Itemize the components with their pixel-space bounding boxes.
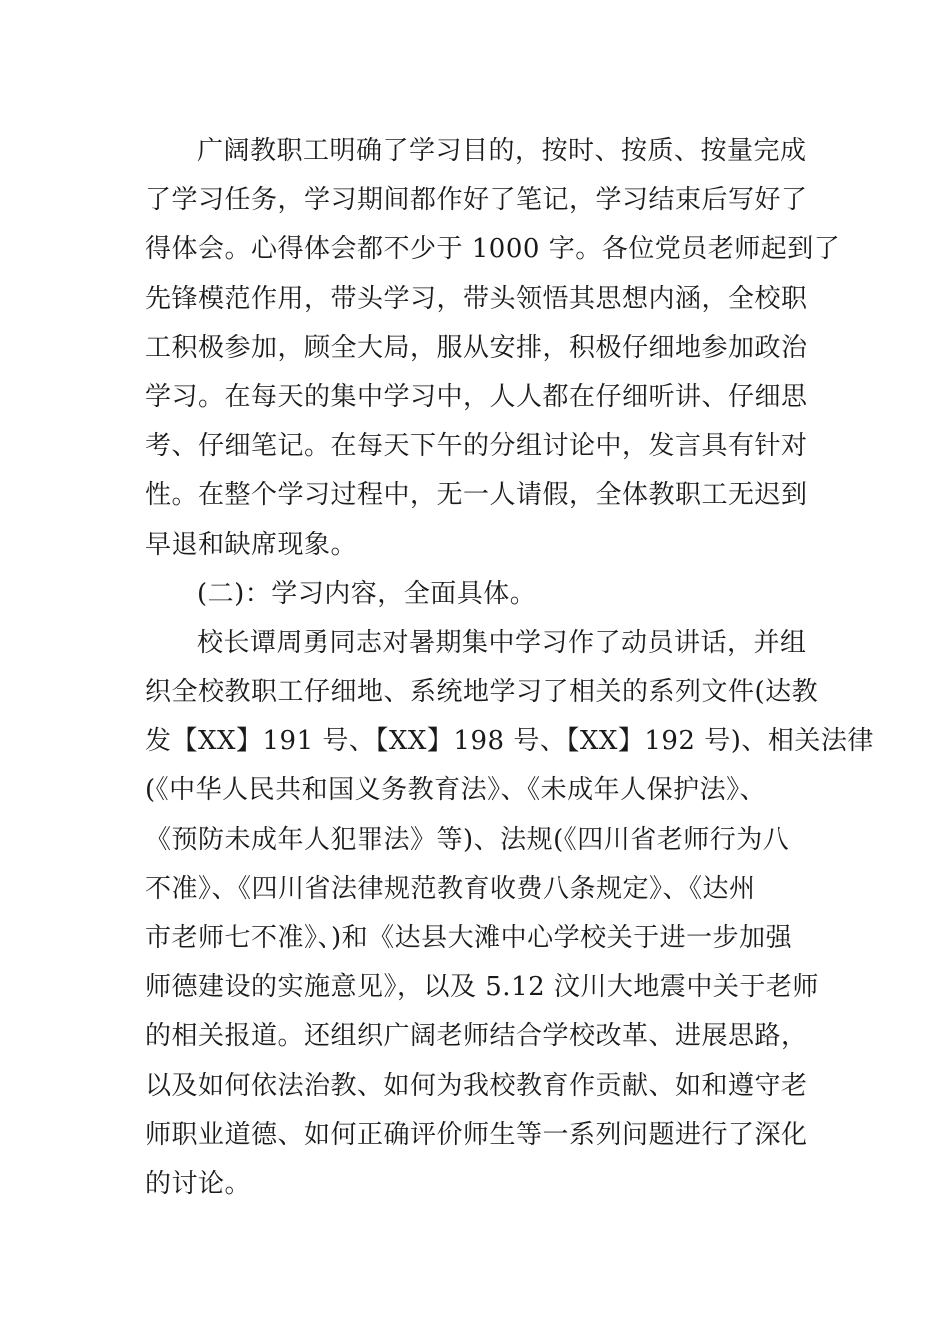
- text-line: 的讨论。: [145, 1168, 252, 1199]
- document-body: [145, 127, 874, 1209]
- text-line: 工积极参加，顾全大局，服从安排，积极仔细地参加政治: [145, 332, 808, 363]
- text-line: (《中华人民共和国义务教育法》、《未成年人保护法》、: [145, 775, 767, 806]
- text-line: 师职业道德、如何正确评价师生等一系列问题进行了深化: [145, 1119, 808, 1150]
- text-line: 性。在整个学习过程中，无一人请假，全体教职工无迟到: [145, 480, 808, 511]
- text-line: 的相关报道。还组织广阔老师结合学校改革、进展思路，: [145, 1021, 808, 1052]
- text-line: 了学习任务，学习期间都作好了笔记，学习结束后写好了: [145, 185, 808, 216]
- text-line: 发【XX】191 号、【XX】198 号、【XX】192 号)、相关法律: [145, 726, 874, 757]
- text-line: 师德建设的实施意见》，以及 5.12 汶川大地震中关于老师: [145, 972, 819, 1003]
- text-line: 市老师七不准》、)和《达县大滩中心学校关于进一步加强: [145, 923, 793, 953]
- text-line: 考、仔细笔记。在每天下午的分组讨论中，发言具有针对: [145, 431, 808, 462]
- text-line: 学习。在每天的集中学习中，人人都在仔细听讲、仔细思: [145, 381, 808, 412]
- text-line: 广阔教职工明确了学习目的，按时、按质、按量完成: [197, 136, 807, 166]
- text-line: (二)：学习内容，全面具体。: [197, 578, 537, 609]
- text-line: 先锋模范作用，带头学习，带头领悟其思想内涵，全校职: [145, 283, 808, 314]
- text-line: 得体会。心得体会都不少于 1000 字。各位党员老师起到了: [145, 234, 841, 265]
- text-line: 织全校教职工仔细地、系统地学习了相关的系列文件(达教: [145, 677, 819, 708]
- text-line: 《预防未成年人犯罪法》等)、法规(《四川省老师行为八: [145, 824, 790, 855]
- text-line: 以及如何依法治教、如何为我校教育作贡献、如和遵守老: [145, 1070, 808, 1101]
- text-line: 早退和缺席现象。: [145, 529, 358, 560]
- text-line: 校长谭周勇同志对暑期集中学习作了动员讲话，并组: [197, 627, 807, 658]
- text-line: 不准》、《四川省法律规范教育收费八条规定》、《达州: [145, 873, 756, 904]
